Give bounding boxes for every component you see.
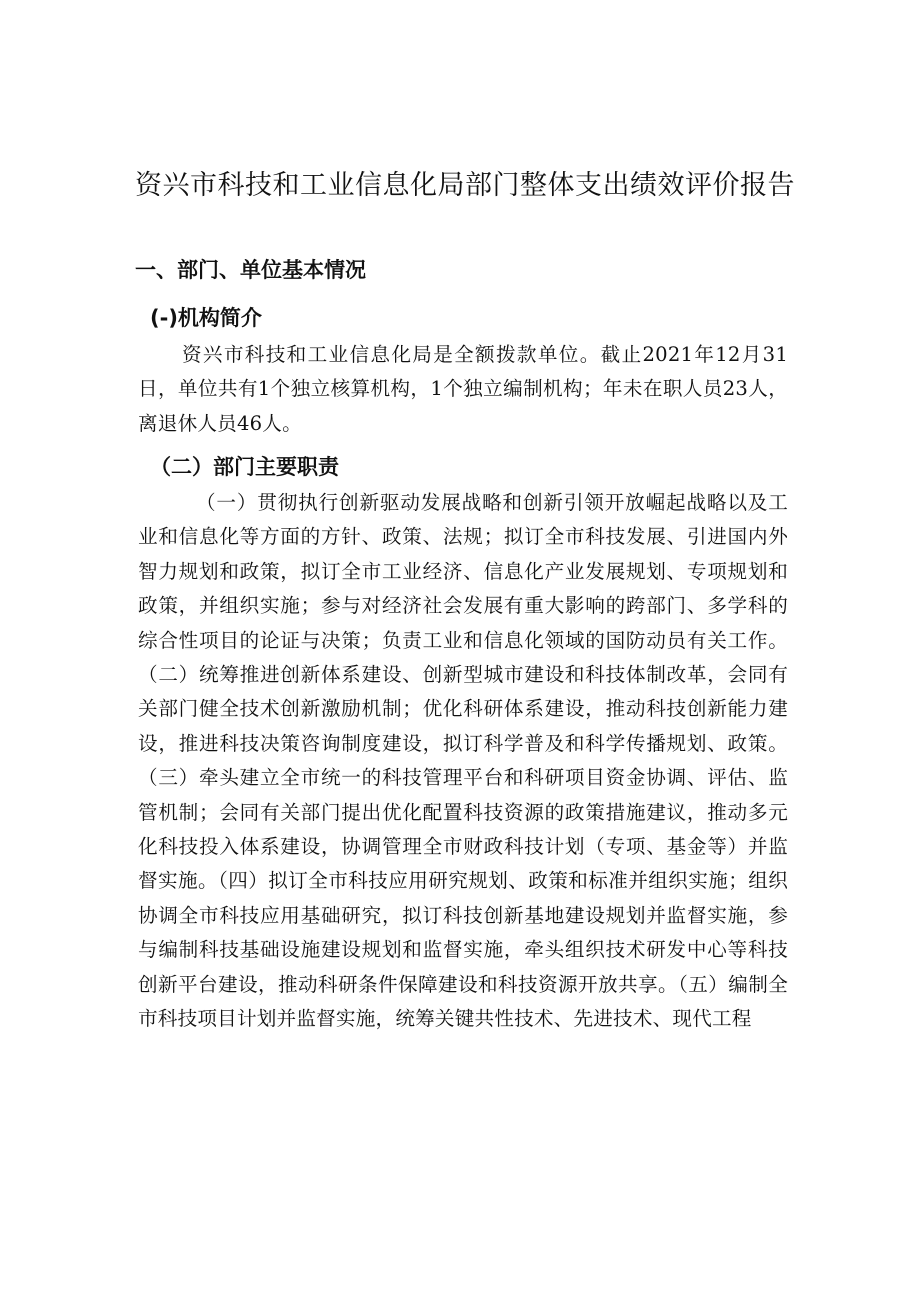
subsection-heading-main-duties: （二）部门主要职责 bbox=[150, 455, 339, 479]
main-duties-paragraph: （一）贯彻执行创新驱动发展战略和创新引领开放崛起战略以及工业和信息化等方面的方针、政策、法规；拟订全市科技发展、引进国内外智力规划和政策，拟订全市工业经济、信息化产业发展规划、专项规划和政策，并组织实施；参与对经济社会发展有重大影响的跨部门、多学科的综合性项目的论证与决策；负责工业和信息化领域的国防动员有关工作。（二）统筹推进创新体系建设、创新型城市建设和科技体制改革，会同有关部门健全技术创新激励机制；优化科研体系建设，推动科技创新能力建设，推进科技决策咨询制度建设，拟订科学普及和科学传播规划、政策。（三）牵头建立全市统一的科技管理平台和科研项目资金协调、评估、监管机制；会同有关部门提出优化配置科技资源的政策措施建议，推动多元化科技投入体系建设，协调管理全市财政科技计划（专项、基金等）并监督实施。（四）拟订全市科技应用研究规划、政策和标准并组织实施；组织协调全市科技应用基础研究，拟订科技创新基地建设规划并监督实施，参与编制科技基础设施建设规划和监督实施，牵头组织技术研发中心等科技创新平台建设，推动科研条件保障建设和科技资源开放共享。（五）编制全市科技项目计划并监督实施，统筹关键共性技术、先进技术、现代工程 bbox=[138, 491, 788, 1031]
document-title: 资兴市科技和工业信息化局部门整体支出绩效评价报告 bbox=[135, 170, 795, 201]
subsection-heading-org-intro: (-)机构简介 bbox=[150, 306, 262, 330]
section-heading-basic-info: 一、部门、单位基本情况 bbox=[135, 258, 366, 282]
org-intro-paragraph: 资兴市科技和工业信息化局是全额拨款单位。截止2021年12月31日，单位共有1个独立核算机构，1个独立编制机构；年未在职人员23人，离退休人员46人。 bbox=[138, 343, 788, 435]
